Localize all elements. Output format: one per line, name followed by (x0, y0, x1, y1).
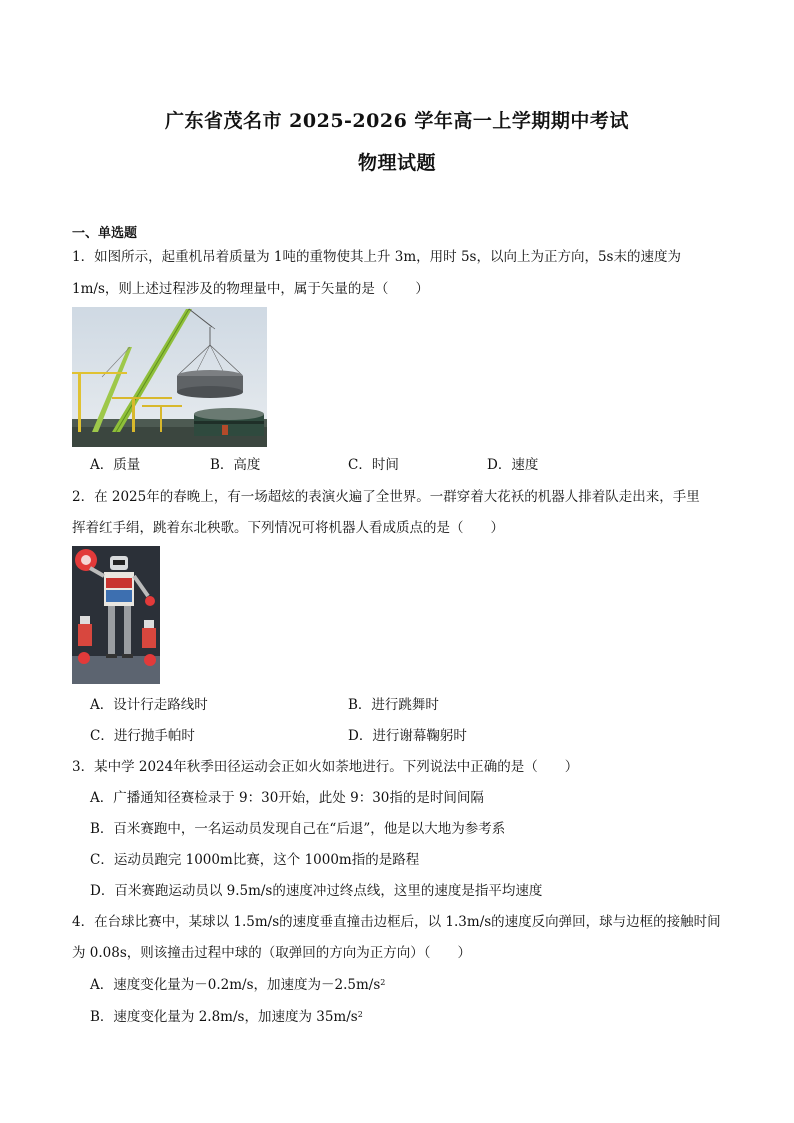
q4-option-a-text: A．速度变化量为－0.2m/s，加速度为－2.5m/s (90, 977, 381, 993)
q1-text-line2: 1m/s，则上述过程涉及的物理量中，属于矢量的是（ ） (72, 281, 429, 297)
q3-option-c: C．运动员跑完 1000m比赛，这个 1000m指的是路程 (90, 852, 420, 868)
q2-option-d: D．进行谢幕鞠躬时 (348, 728, 467, 744)
q1-option-c: C．时间 (348, 457, 399, 473)
q3-option-b: B．百米赛跑中，一名运动员发现自己在“后退”，他是以大地为参考系 (90, 821, 506, 837)
q2-text-line1: 2．在 2025年的春晚上，有一场超炫的表演火遍了全世界。一群穿着大花袄的机器人排着队走出来，手里 (72, 489, 700, 505)
q3-option-a: A．广播通知径赛检录于 9：30开始，此处 9：30指的是时间间隔 (90, 790, 484, 806)
crane-photo (72, 307, 267, 447)
robot-photo (72, 546, 160, 684)
robot-illustration (72, 546, 160, 684)
q2-option-a: A．设计行走路线时 (90, 697, 208, 713)
q4-option-b-text: B．速度变化量为 2.8m/s，加速度为 35m/s (90, 1009, 358, 1025)
q1-option-d: D．速度 (487, 457, 539, 473)
q1-option-a: A．质量 (90, 457, 141, 473)
q4-option-a-exponent: 2 (380, 978, 386, 987)
exam-title: 广东省茂名市 2025-2026 学年高一上学期期中考试 (165, 110, 629, 132)
q4-option-a (90, 976, 385, 994)
q3-text-line1: 3．某中学 2024年秋季田径运动会正如火如荼地进行。下列说法中正确的是（ ） (72, 759, 579, 775)
q2-text-line2: 挥着红手绢，跳着东北秧歌。下列情况可将机器人看成质点的是（ ） (72, 520, 504, 536)
exam-subtitle: 物理试题 (357, 152, 436, 174)
q4-option-b-exponent: 2 (357, 1010, 363, 1019)
q2-option-b: B．进行跳舞时 (348, 697, 439, 713)
q1-option-b: B．高度 (210, 457, 261, 473)
q4-text-line1: 4．在台球比赛中，某球以 1.5m/s的速度垂直撞击边框后，以 1.3m/s的速度反向弹回，球与边框的接触时间 (72, 914, 721, 930)
crane-illustration (72, 307, 267, 447)
q1-text-line1: 1．如图所示，起重机吊着质量为 1吨的重物使其上升 3m，用时 5s，以向上为正方向，5s末的速度为 (72, 249, 681, 265)
q4-text-line2: 为 0.08s，则该撞击过程中球的（取弹回的方向为正方向）（ ） (72, 945, 472, 961)
q4-option-b (90, 1008, 363, 1026)
q3-option-d: D．百米赛跑运动员以 9.5m/s的速度冲过终点线，这里的速度是指平均速度 (90, 883, 543, 899)
q2-option-c: C．进行抛手帕时 (90, 728, 195, 744)
section-heading: 一、单选题 (72, 226, 138, 241)
